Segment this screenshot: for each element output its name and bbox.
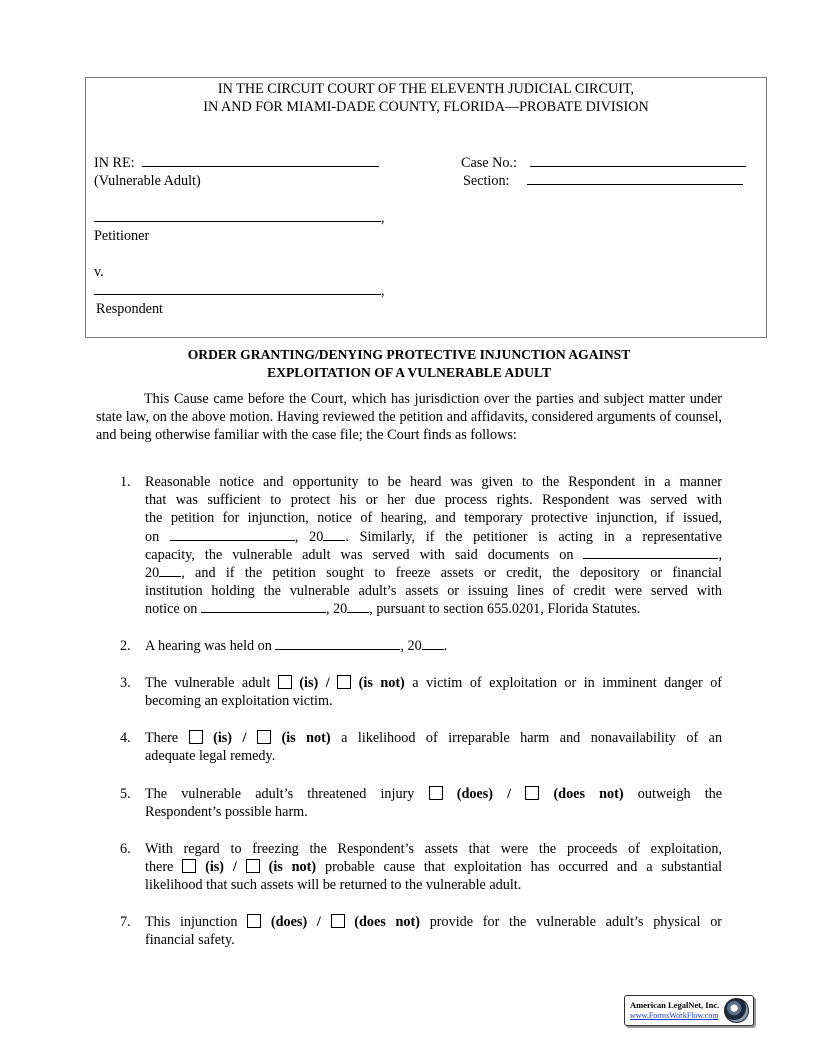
finding-4-is-not-checkbox[interactable] bbox=[257, 730, 271, 744]
finding-2-text: , 20 bbox=[400, 638, 422, 654]
finding-3-is-not-label: (is not) bbox=[358, 675, 405, 691]
publisher-logo bbox=[624, 995, 754, 1026]
publisher-emblem-icon bbox=[724, 998, 749, 1023]
service-date-field[interactable] bbox=[170, 528, 295, 541]
finding-3-line: becoming an exploitation victim. bbox=[145, 693, 333, 710]
finding-6-text: there bbox=[145, 859, 174, 876]
vulnerable-adult-label: (Vulnerable Adult) bbox=[94, 173, 201, 189]
finding-4-slash: / bbox=[242, 730, 247, 746]
publisher-url-link[interactable]: www.FormsWorkFlow.com bbox=[630, 1011, 719, 1020]
respondent-comma: , bbox=[381, 283, 385, 299]
finding-7-text: This injunction bbox=[145, 914, 238, 930]
finding-6-number: 6. bbox=[120, 841, 131, 857]
finding-5-does-label: (does) bbox=[456, 786, 493, 802]
service-year-field[interactable] bbox=[323, 528, 345, 541]
finding-1-text: , and if the petition sought to freeze assets or credit, the depository or financial bbox=[181, 564, 722, 581]
finding-1-line: institution holding the vulnerable adult’s assets or issuing lines of credit were served with bbox=[145, 583, 722, 600]
finding-4-number: 4. bbox=[120, 730, 131, 746]
finding-4-text: a likelihood of irreparable harm and nonavailability of an bbox=[341, 730, 722, 746]
petitioner-label: Petitioner bbox=[94, 228, 150, 244]
respondent-label: Respondent bbox=[96, 301, 163, 317]
court-name-line1: IN THE CIRCUIT COURT OF THE ELEVENTH JUDICIAL CIRCUIT, bbox=[217, 81, 635, 97]
case-number-label: Case No.: bbox=[461, 155, 517, 171]
finding-3-line bbox=[145, 674, 722, 692]
finding-1-text: notice on bbox=[145, 601, 198, 618]
finding-1-line: that was sufficient to protect his or her due process rights. Respondent was served with bbox=[145, 492, 722, 509]
finding-1-text: , bbox=[718, 546, 722, 563]
in-re-row bbox=[94, 154, 379, 172]
hearing-year-field[interactable] bbox=[422, 637, 444, 650]
finding-3-is-checkbox[interactable] bbox=[278, 675, 292, 689]
petitioner-row bbox=[94, 209, 385, 227]
petitioner-comma: , bbox=[381, 210, 385, 226]
finding-6-is-checkbox[interactable] bbox=[182, 859, 196, 873]
finding-3-text: The vulnerable adult bbox=[145, 675, 271, 691]
finding-6-is-label: (is) bbox=[205, 859, 225, 876]
publisher-name: American LegalNet, Inc. bbox=[630, 1000, 720, 1010]
finding-5-does-not-label: (does not) bbox=[553, 786, 624, 802]
finding-2-text: . bbox=[443, 638, 448, 654]
finding-3-is-label: (is) bbox=[299, 675, 319, 691]
finding-7-number: 7. bbox=[120, 914, 131, 930]
finding-5-does-checkbox[interactable] bbox=[429, 786, 443, 800]
case-number-row bbox=[461, 154, 746, 172]
finding-5-slash: / bbox=[507, 786, 512, 802]
finding-6-is-not-label: (is not) bbox=[268, 859, 317, 876]
order-title-line1: ORDER GRANTING/DENYING PROTECTIVE INJUNCTION AGAINST bbox=[187, 347, 631, 362]
finding-7-does-not-label: (does not) bbox=[354, 914, 420, 930]
intro-paragraph bbox=[96, 390, 722, 445]
finding-2-line bbox=[145, 637, 722, 655]
institution-notice-year-field[interactable] bbox=[347, 600, 369, 613]
finding-6-line: With regard to freezing the Respondent’s assets that were the proceeds of exploitation, bbox=[145, 841, 722, 857]
finding-1-line bbox=[145, 546, 722, 564]
finding-1-text: capacity, the vulnerable adult was served with said documents on bbox=[145, 546, 574, 563]
finding-6-line: likelihood that such assets will be returned to the vulnerable adult. bbox=[145, 877, 522, 894]
petitioner-name-field[interactable] bbox=[94, 209, 381, 222]
finding-5-number: 5. bbox=[120, 786, 131, 802]
finding-4-text: There bbox=[145, 730, 179, 746]
vulnerable-adult-name-field[interactable] bbox=[142, 154, 379, 167]
intro-text: This Cause came before the Court, which has jurisdiction over the parties and subject matter under state law, on the above motion. Having reviewed the petition and affidavits, considered arguments of counsel, and being otherwise familiar with the case file; the Court finds as follows: bbox=[96, 391, 722, 444]
finding-1-text: , pursuant to section 655.0201, Florida Statutes. bbox=[369, 601, 641, 618]
finding-1-text: on bbox=[145, 528, 160, 545]
section-label: Section: bbox=[463, 173, 510, 189]
finding-7-text: provide for the vulnerable adult’s physical or bbox=[429, 914, 722, 930]
finding-7-slash: / bbox=[316, 914, 321, 930]
finding-3-number: 3. bbox=[120, 675, 131, 691]
finding-2-number: 2. bbox=[120, 638, 131, 654]
finding-5-line: Respondent’s possible harm. bbox=[145, 804, 308, 821]
respondent-name-field[interactable] bbox=[94, 282, 381, 295]
finding-1-line bbox=[145, 528, 722, 546]
case-caption-box bbox=[85, 77, 767, 338]
finding-7-does-label: (does) bbox=[270, 914, 308, 930]
vulnerable-adult-service-date-field[interactable] bbox=[583, 546, 718, 559]
finding-6-text: probable cause that exploitation has occurred and a substantial bbox=[324, 859, 722, 876]
court-name-line2: IN AND FOR MIAMI-DADE COUNTY, FLORIDA—PROBATE DIVISION bbox=[203, 99, 649, 115]
finding-5-does-not-checkbox[interactable] bbox=[525, 786, 539, 800]
finding-7-line bbox=[145, 913, 722, 931]
versus-label: v. bbox=[94, 264, 104, 280]
institution-notice-date-field[interactable] bbox=[201, 600, 326, 613]
finding-1-line: the petition for injunction, notice of hearing, and temporary protective injunction, if issued, bbox=[145, 510, 722, 527]
finding-4-is-label: (is) bbox=[213, 730, 233, 746]
vulnerable-adult-service-year-field[interactable] bbox=[159, 564, 181, 577]
finding-1-text: , 20 bbox=[294, 528, 324, 545]
finding-3-text: a victim of exploitation or in imminent danger of bbox=[412, 675, 722, 691]
hearing-date-field[interactable] bbox=[275, 637, 400, 650]
finding-4-is-checkbox[interactable] bbox=[189, 730, 203, 744]
case-number-field[interactable] bbox=[530, 154, 746, 167]
section-field[interactable] bbox=[527, 172, 743, 185]
finding-4-line bbox=[145, 729, 722, 747]
finding-4-line: adequate legal remedy. bbox=[145, 748, 276, 765]
finding-4-is-not-label: (is not) bbox=[281, 730, 331, 746]
finding-1-text: 20 bbox=[145, 564, 160, 581]
finding-1-text: . Similarly, if the petitioner is acting in a representative bbox=[345, 528, 722, 545]
finding-1-line bbox=[145, 564, 722, 582]
respondent-row bbox=[94, 282, 385, 300]
finding-1-line: Reasonable notice and opportunity to be heard was given to the Respondent in a manner bbox=[145, 474, 722, 490]
finding-2-text: A hearing was held on bbox=[145, 638, 272, 654]
finding-7-does-checkbox[interactable] bbox=[247, 914, 261, 928]
finding-3-is-not-checkbox[interactable] bbox=[337, 675, 351, 689]
finding-6-slash: / bbox=[232, 859, 237, 876]
finding-6-line bbox=[145, 858, 722, 876]
finding-1-number: 1. bbox=[120, 474, 131, 490]
section-row bbox=[463, 172, 743, 190]
finding-7-does-not-checkbox[interactable] bbox=[331, 914, 345, 928]
finding-5-line bbox=[145, 785, 722, 803]
finding-5-text: The vulnerable adult’s threatened injury bbox=[145, 786, 415, 802]
finding-6-is-not-checkbox[interactable] bbox=[246, 859, 260, 873]
finding-3-slash: / bbox=[325, 675, 330, 691]
finding-7-line: financial safety. bbox=[145, 932, 235, 949]
order-title-line2: EXPLOITATION OF A VULNERABLE ADULT bbox=[267, 365, 551, 380]
in-re-label: IN RE: bbox=[94, 155, 135, 171]
finding-1-text: , 20 bbox=[325, 601, 348, 618]
finding-5-text: outweigh the bbox=[637, 786, 722, 802]
finding-1-line bbox=[145, 600, 722, 618]
